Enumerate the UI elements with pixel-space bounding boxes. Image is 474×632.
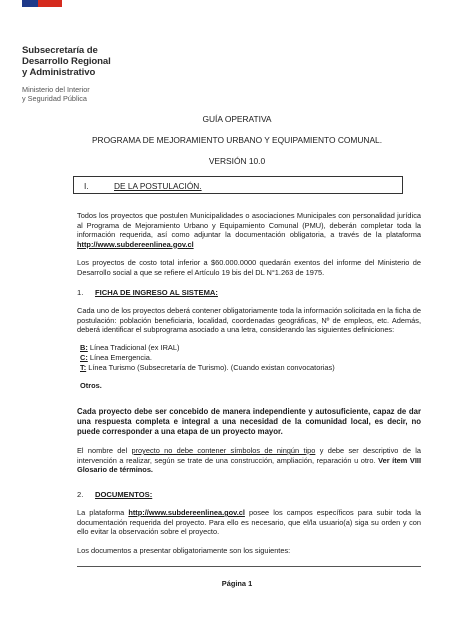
list-item [80,343,179,352]
naming-text-a: El nombre del [77,446,132,455]
section-heading [73,176,403,194]
paragraph-ficha: Cada uno de los proyectos deberá contener obligatoriamente toda la información solicitada en la ficha de postulación: población beneficiaria, localidad, coordenadas geográficas, Nº de empleos, etc. Además, deberá identificar el subprograma asociado a una letra, considerando las siguientes definiciones: [77,306,421,334]
list-item [80,353,152,362]
org-line-2: Desarrollo Regional [22,56,111,67]
platform-text-a: La plataforma [77,508,129,517]
subheading-label: FICHA DE INGRESO AL SISTEMA: [95,288,218,297]
flag-blue-band [22,0,38,7]
page-number: Página 1 [221,579,253,588]
intro-text: Todos los proyectos que postulen Municipalidades o asociaciones Municipales con personalidad jurídica al Programa de Mejoramiento Urbano y Equipamiento Comunal (PMU), deberán completar toda la información requerida, así como adjuntar la documentación obligatoria, a través de la plataforma [77,211,421,239]
org-line-3: y Administrativo [22,67,96,78]
ministry-name [22,85,90,103]
version-title: VERSIÓN 10.0 [208,156,266,166]
otros-label: Otros. [80,381,102,390]
paragraph-documents: Los documentos a presentar obligatoriamente son los siguientes: [77,546,291,555]
list-text: Línea Emergencia. [89,353,152,362]
paragraph-independent: Cada proyecto debe ser concebido de manera independiente y autosuficiente, capaz de dar una respuesta completa e integral a una necesidad de la comunidad local, es decir, no puede corresponder a una etapa de un proyecto mayor. [77,407,421,436]
list-letter: C: [80,353,88,362]
subheading-documentos [77,490,152,499]
naming-rule: proyecto no debe contener símbolos de ningún tipo [131,446,316,455]
section-label: DE LA POSTULACIÓN. [114,181,202,191]
subheading-number: 2. [77,490,84,499]
list-item [80,363,335,372]
platform-link[interactable]: http://www.subdereenlinea.gov.cl [128,508,245,517]
subheading-ficha [77,288,218,297]
organization-name [22,45,111,78]
org-line-1: Subsecretaría de [22,45,98,56]
list-text: Línea Turismo (Subsecretaría de Turismo). (Cuando existan convocatorias) [88,363,335,372]
doc-title: GUÍA OPERATIVA [202,114,272,124]
list-text: Línea Tradicional (ex IRAL) [89,343,180,352]
chile-flag-stripe [22,0,62,7]
footer-divider [77,566,421,567]
platform-text-b: posee los campos específicos para subir toda la documentación requerida del proyecto. Para ello es necesario, que el/la usuario(a) siga su orden y con ello evitar la observación sobre el proyecto. [77,508,421,536]
subheading-label: DOCUMENTOS: [95,490,153,499]
list-letter: T: [80,363,87,372]
program-title: PROGRAMA DE MEJORAMIENTO URBANO Y EQUIPAMIENTO COMUNAL. [91,135,383,145]
ministry-line-1: Ministerio del Interior [22,85,90,94]
paragraph-platform [77,508,421,537]
flag-red-band [38,0,62,7]
paragraph-exemption: Los proyectos de costo total inferior a $60.000.0000 quedarán exentos del informe del Ministerio de Desarrollo social a que se refiere el Artículo 19 bis del DL N°1.263 de 1975. [77,258,421,277]
section-number: I. [84,181,89,191]
naming-text-c: y debe ser descriptivo de la intervención a realizar, según se trate de una construcción, ampliación, reparación u otro. [77,446,421,465]
platform-link[interactable]: http://www.subdereenlinea.gov.cl [77,239,194,249]
paragraph-intro [77,211,421,249]
subheading-number: 1. [77,288,84,297]
glossary-reference: Ver ítem VIII Glosario de términos. [77,455,421,474]
ministry-line-2: y Seguridad Pública [22,94,87,103]
list-letter: B: [80,343,88,352]
paragraph-naming [77,446,421,475]
